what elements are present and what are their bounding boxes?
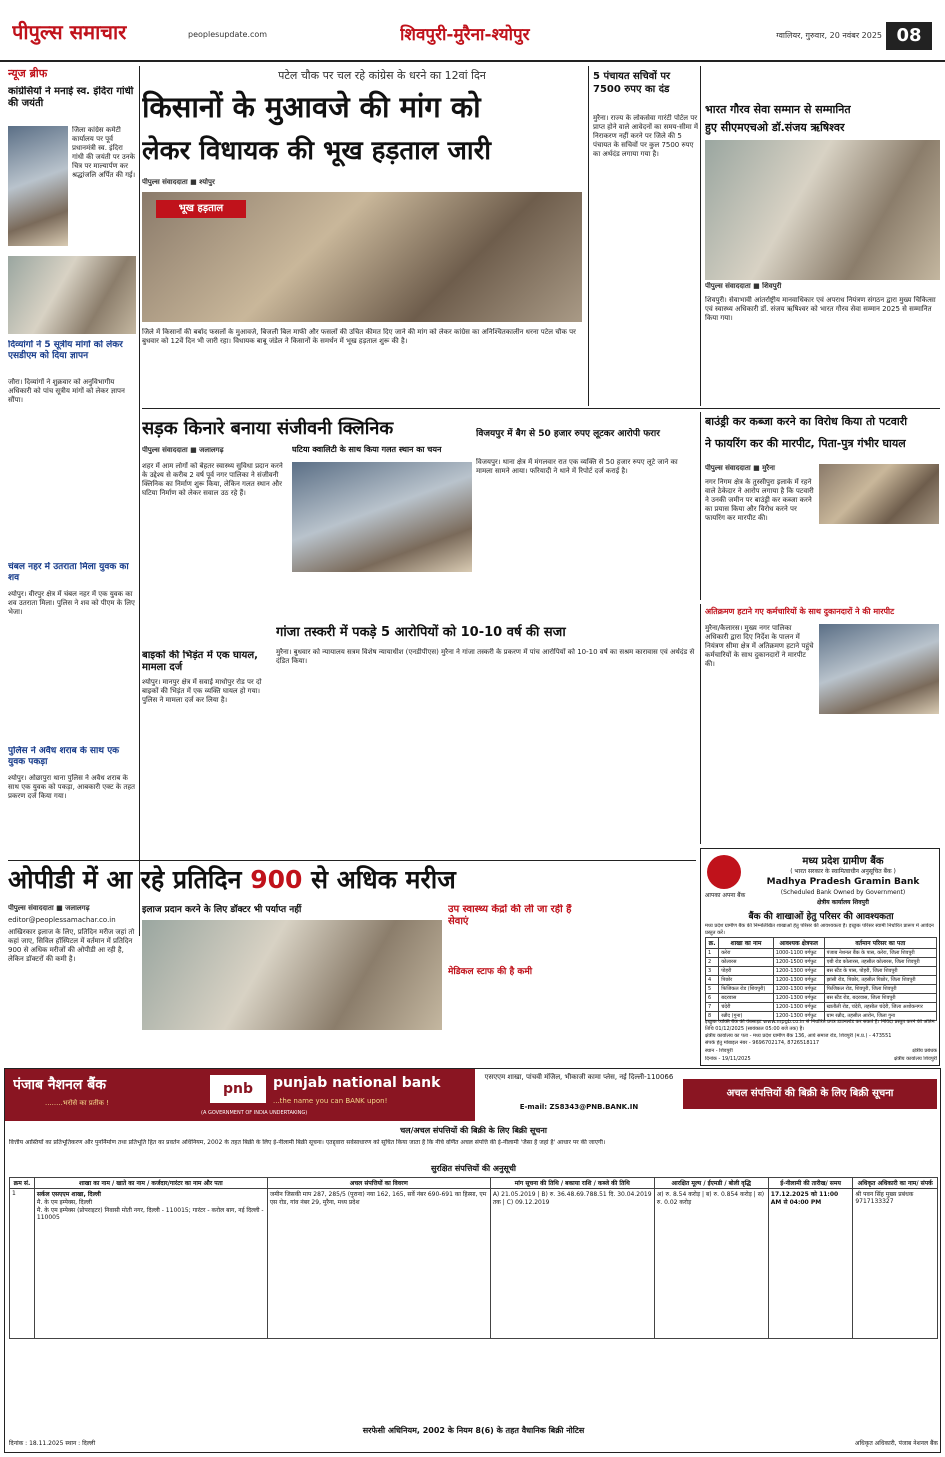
boundary-photo [819, 464, 939, 524]
gramin-notice-title: बैंक की शाखाओं हेतु परिसर की आवश्यकता [748, 912, 894, 922]
table-cell: 1200-1300 वर्गफुट [773, 967, 824, 976]
column-divider [139, 66, 140, 936]
table-cell: 1200-1300 वर्गफुट [773, 1012, 824, 1021]
table-cell [34, 1189, 267, 1339]
table-cell: जमीन जिसकी माप 287, 285/5 (पुराना) नया 162, 165, सर्वे नंबर 690-691 का हिस्सा, एम एस रोड, गांव नंबर 29, मुरैना, मध्य प्रदेश [267, 1189, 490, 1339]
table-row [706, 985, 937, 994]
table-cell: बदरवास [719, 994, 774, 1003]
robbery-body: विजयपुर। थाना क्षेत्र में मंगलवार रात एक व्यक्ति से 50 हजार रुपए लूटे जाने का मामला सामने आया। फरियादी ने थाने में रिपोर्ट दर्ज कराई है। [476, 458, 678, 475]
table-cell: 1200-1500 वर्गफुट [773, 958, 824, 967]
bike-story [142, 650, 272, 860]
encroach-story [700, 604, 940, 844]
table-cell: 5 [706, 985, 719, 994]
brief-body: श्योपुर। ओछापुरा थाना पुलिस ने अवैध शराब के साथ एक युवक को पकड़ा, आबकारी एक्ट के तहत प्रकरण दर्ज किया गया। [8, 774, 136, 800]
website[interactable]: peoplesupdate.com [188, 30, 268, 39]
table-row [10, 1189, 938, 1339]
table-cell: 2 [706, 958, 719, 967]
gramin-name-hindi: मध्य प्रदेश ग्रामीण बैंक [802, 856, 884, 867]
table-cell: ग्राम रन्नौद, तहसील आरोन, जिला गुना [824, 1012, 936, 1021]
pnb-ad [4, 1068, 941, 1453]
masthead [0, 0, 945, 62]
pnb-branch-info: एसएएम शाखा, पांचवी मंजिल, भीकाजी कामा प्लेस, नई दिल्ली-110066 [484, 1073, 674, 1081]
honour-photo [705, 140, 940, 280]
photo-banner: भूख हड़ताल [156, 200, 246, 218]
gramin-footnote: इच्छुक व्यक्ति बैंक की वेबसाइट www.mpgb.co.in से निर्धारित प्रपत्र डाउनलोड कर सकते हैं। निविदा प्रस्तुत करने की अंतिम तिथि 01/12/2025 (सायंकाल 05:00 बजे तक) है। [705, 1019, 935, 1032]
lead-headline: किसानों के मुआवजे की मांग को [142, 90, 481, 124]
opd-email[interactable]: editor@peoplessamachar.co.in [8, 916, 116, 924]
bike-headline: बाइकों की भिड़ंत में एक घायल, मामला दर्ज [142, 650, 258, 673]
gramin-signatory-office: क्षेत्रीय कार्यालय शिवपुरी [894, 1056, 937, 1062]
bike-body: श्योपुर। मानपुर क्षेत्र में सवाई माधोपुर रोड पर दो बाइकों की भिड़ंत में एक व्यक्ति घायल हो गया। पुलिस ने मामला दर्ज कर लिया है। [142, 678, 262, 704]
pnb-bottom-note: सरफेसी अधिनियम, 2002 के नियम 8(6) के तहत वैधानिक बिक्री नोटिस [362, 1426, 585, 1435]
lead-body: जिले में किसानों की बर्बाद फसलों के मुआवजे, बिजली बिल माफी और फसलों की उचित कीमत दिए जाने की मांग को लेकर कांग्रेस का अनिश्चितकालीन धरना पटेल चौक पर बुधवार को 12वें दिन भी जारी रहा। विधायक बाबू जंडेल ने किसानों के समर्थन में भूख हड़ताल शुरू की है। [142, 328, 576, 345]
table-cell: 1200-1300 वर्गफुट [773, 1003, 824, 1012]
boundary-headline: ने फायरिंग कर की मारपीट, पिता-पुत्र गंभीर घायल [705, 437, 906, 450]
gramin-signatory: क्षेत्रीय प्रबंधक [912, 1048, 937, 1054]
brief-headline: कांग्रेसियों ने मनाई स्व. इंदिरा गांधी की जयंती [8, 86, 134, 109]
table-cell: पोहरी [719, 967, 774, 976]
honour-story [700, 66, 940, 406]
dateline: ग्वालियर, गुरुवार, 20 नवंबर 2025 [776, 31, 882, 40]
brief-photo [8, 126, 68, 246]
table-cell: खातौली रोड, चंदेरी, तहसील चंदेरी, जिला अशोकनगर [824, 1003, 936, 1012]
honour-photo-credit: पीपुल्स संवाददाता ■ शिवपुरी [705, 282, 782, 290]
ganja-body: मुरैना। बुधवार को न्यायालय सत्रम विशेष न्यायाधीश (एनडीपीएस) मुरैना ने गांजा तस्करी के प्रकरण में पांच आरोपियों को 10-10 वर्ष का सश्रम कारावास एवं अर्थदंड से दंडित किया। [276, 648, 695, 665]
brief-headline: चंबल नहर में उतराता मिला युवक का शव [8, 562, 129, 583]
brief-headline: दिव्यांगों ने 5 सूत्रीय मांगों को लेकर एसडीएम को दिया ज्ञापन [8, 340, 123, 361]
table-cell: रन्नौद (गुना) [719, 1012, 774, 1021]
gramin-place: स्थान - शिवपुरी [705, 1048, 733, 1054]
pnb-branch-name: सर्कल एसएएम शाखा, दिल्ली [36, 1191, 101, 1198]
news-brief-column [8, 66, 136, 936]
clinic-headline: सड़क किनारे बनाया संजीवनी क्लिनिक [142, 418, 394, 439]
pnb-banner: अचल संपत्तियों की बिक्री के लिए बिक्री सूचना [683, 1079, 937, 1109]
table-header: शाखा का नाम / खाते का नाम / कर्जदार/गारंटर का नाम और पता [34, 1178, 267, 1189]
robbery-headline: विजयपुर में बैग से 50 हजार रुपए लूटकर आरोपी फरार [476, 429, 660, 439]
table-header: आवश्यक क्षेत्रफल [773, 938, 824, 949]
table-header: आरक्षित मूल्य / ईएमडी / बोली वृद्धि [654, 1178, 768, 1189]
gramin-subtitle-english: (Scheduled Bank Owned by Government) [780, 889, 906, 896]
pnb-name-hindi: पंजाब नैशनल बैंक [13, 1077, 107, 1093]
table-header: अचल संपत्तियों का विवरण [267, 1178, 490, 1189]
table-header: ई-नीलामी की तारीख/ समय [768, 1178, 853, 1189]
table-header: क्र. [706, 938, 719, 949]
clinic-body: शहर में आम लोगों को बेहतर स्वास्थ्य सुविधा प्रदान करने के उद्देश्य से करीब 2 वर्ष पूर्व नगर पालिका ने संजीवनी क्लिनिक का निर्माण शुरू किया, लेकिन गलत स्थान और घटिया निर्माण को लेकर सवाल उठ रहे हैं। [142, 462, 283, 497]
table-cell: 1000-1100 वर्गफुट [773, 949, 824, 958]
table-header: क्रम सं. [10, 1178, 35, 1189]
brief-body: श्योपुर। वीरपुर क्षेत्र में चंबल नहर में एक युवक का शव उतराता मिला। पुलिस ने शव को पीएम के लिए भेजा। [8, 590, 135, 616]
pnb-logo-icon: pnb [210, 1075, 266, 1103]
gramin-logo-icon [707, 855, 741, 889]
clinic-photo [292, 462, 472, 572]
robbery-story [476, 412, 696, 647]
table-cell: 8 [706, 1012, 719, 1021]
table-cell: A) 21.05.2019 | B) रु. 36.48.69.788.51 दि. 30.04.2019 तक | C) 09.12.2019 [490, 1189, 654, 1339]
gramin-branch-table [705, 937, 937, 1021]
ganja-story [276, 618, 696, 858]
panchayat-headline: 5 पंचायत सचिवों पर 7500 रुपए का दंड [593, 71, 671, 95]
table-cell: 3 [706, 967, 719, 976]
boundary-story [700, 412, 940, 600]
honour-headline: भारत गौरव सेवा सम्मान से सम्मानित [705, 103, 851, 116]
pnb-account-name: मै. के एम इम्पेक्स, दिल्ली [36, 1199, 93, 1206]
brief-body: जौरा। दिव्यांगों ने शुक्रवार को अनुविभागीय अधिकारी को पांच सूत्रीय मांगों को लेकर ज्ञापन सौंपा। [8, 378, 125, 404]
honour-headline: हुए सीएमएचओ डॉ.संजय ऋषिश्वर [705, 121, 845, 134]
gramin-date: दिनांक - 19/11/2025 [705, 1056, 751, 1062]
pnb-footer-left: दिनांक : 18.11.2025 स्थान : दिल्ली [9, 1440, 96, 1447]
table-cell: श्री पवन सिंह मुख्य प्रबंधक 9717133327 [853, 1189, 938, 1339]
lead-photo [142, 192, 582, 322]
table-cell: 4 [706, 976, 719, 985]
honour-body: शिवपुरी। सेवाभावी आंतर्राष्ट्रीय मानवाधिकार एवं अपराध नियंत्रण संगठन द्वारा मुख्य चिकित्सा एवं स्वास्थ्य अधिकारी डॉ. संजय ऋषिश्वर को भारत गौरव सेवा सम्मान 2025 से सम्मानित किया गया। [705, 296, 936, 322]
paper-name: पीपुल्स समाचार [12, 20, 127, 44]
table-cell: पिछोर [719, 976, 774, 985]
pnb-notice-text: वित्तीय आस्तियों का प्रतिभूतिकरण और पुनर्निर्माण तथा प्रतिभूति हित का प्रवर्तन अधिनियम, 2002 के तहत बिक्री के लिए ई-नीलामी बिक्री सूचना। एतद्द्वारा सर्वसाधारण को सूचित किया जाता है कि नीचे वर्णित अचल संपत्ति की ई-नीलामी 'जैसा है जहां है' आधार पर की जाएगी। [9, 1139, 606, 1146]
gramin-phone: संपर्क हेतु मोबाइल नंबर - 9696702174, 8726518117 [705, 1040, 820, 1046]
gramin-bank-ad [700, 848, 940, 1066]
gramin-office: क्षेत्रीय कार्यालय शिवपुरी [817, 899, 869, 906]
opd-body: आखिरकार इलाज के लिए, प्रतिदिन मरीज जहां तो कहां जाए, सिविल हॉस्पिटल में वर्तमान में प्रतिदिन 900 से अधिक मरीजों की ओपीडी आ रही है, लेकिन डॉक्टरों की कमी है। [8, 928, 135, 963]
clinic-byline: पीपुल्स संवाददाता ■ जलालगढ़ [142, 446, 224, 454]
gramin-intro: मध्य प्रदेश ग्रामीण बैंक की निम्नलिखित शाखाओं हेतु परिसर की आवश्यकता है। इच्छुक परिसर स्वामी निर्धारित प्रारूप में आवेदन प्रस्तुत करें। [705, 923, 934, 936]
table-row [706, 949, 937, 958]
panchayat-story [588, 66, 698, 406]
gramin-name-english: Madhya Pradesh Gramin Bank [766, 877, 920, 887]
table-cell: फिजिकल रोड (शिवपुरी) [719, 985, 774, 994]
opd-story [8, 864, 696, 1064]
panchayat-body: मुरैना। राज्य के लोकसेवा गारंटी पोर्टल पर प्राप्त होने वाले आवेदनों का समय-सीमा में निराकरण नहीं करने पर जिले की 5 पंचायत के सचिवों पर कुल 7500 रुपए का अर्थदंड लगाया गया है। [593, 114, 698, 158]
ganja-headline: गांजा तस्करी में पकड़े 5 आरोपियों को 10-10 वर्ष की सजा [276, 625, 566, 640]
encroach-body: मुरैना/कैलारस। मुख्य नगर पालिका अधिकारी द्वारा दिए निर्देश के पालन में नियंत्रण सीमा क्षेत्र में अतिक्रमण हटाने पहुंचे कर्मचारियों के साथ दुकानदारों ने मारपीट की। [705, 624, 814, 668]
table-cell: पंजाब नेशनल बैंक के पास, करेरा, जिला शिवपुरी [824, 949, 936, 958]
lead-story [142, 66, 582, 406]
clinic-story [142, 412, 472, 647]
pnb-name-english: punjab national bank [273, 1075, 441, 1091]
boundary-body: नगर निगम क्षेत्र के तुस्सीपुरा इलाके में रहने वाले ठेकेदार ने आरोप लगाया है कि पटवारी ने उनकी जमीन पर बाउंड्री कर कब्जा करने का प्रयास किया और विरोध करने पर फायरिंग कर मारपीट की। [705, 478, 814, 522]
opd-photo [142, 920, 442, 1030]
pnb-borrower: मै. के एम इम्पेक्स (प्रोपराइटर) निवासी मोती नगर, दिल्ली - 110015; गारंटर - करोल बाग, नई दिल्ली - 110005 [36, 1207, 264, 1221]
table-header: मांग सूचना की तिथि / बकाया राशि / कब्जे की तिथि [490, 1178, 654, 1189]
table-cell: बस स्टैंड रोड, बदरवास, जिला शिवपुरी [824, 994, 936, 1003]
table-header: अधिकृत अधिकारी का नाम/ संपर्क [853, 1178, 938, 1189]
encroach-photo [819, 624, 939, 714]
pnb-tagline-hindi: ........भरोसे का प्रतीक ! [45, 1099, 109, 1107]
table-cell: बस स्टैंड के पास, पोहरी, जिला शिवपुरी [824, 967, 936, 976]
pnb-tagline-english: ...the name you can BANK upon! [273, 1097, 388, 1105]
opd-subhead: इलाज प्रदान करने के लिए डॉक्टर भी पर्याप्त नहीं [142, 905, 302, 915]
opd-staff-headline: मेडिकल स्टाफ की है कमी [448, 967, 533, 977]
table-cell: 1200-1300 वर्गफुट [773, 994, 824, 1003]
table-header: वर्तमान परिसर का पता [824, 938, 936, 949]
brief-body: जिला कांग्रेस कमेटी कार्यालय पर पूर्व प्रधानमंत्री स्व. इंदिरा गांधी की जयंती पर उनके चित्र पर माल्यार्पण कर श्रद्धांजलि अर्पित की गई। [72, 126, 136, 179]
table-cell: 7 [706, 1003, 719, 1012]
opd-headline-pre: ओपीडी में आ रहे प्रतिदिन [8, 865, 251, 894]
encroach-headline: अतिक्रमण हटाने गए कर्मचारियों के साथ दुकानदारों ने की मारपीट [705, 607, 895, 616]
table-cell: कोलारस [719, 958, 774, 967]
table-cell: एबी रोड कोलारस, तहसील कोलारस, जिला शिवपुरी [824, 958, 936, 967]
table-row [706, 994, 937, 1003]
boundary-byline: पीपुल्स संवाददाता ■ मुरैना [705, 464, 775, 472]
pnb-notice-heading: चल/अचल संपत्तियों की बिक्री के लिए बिक्री सूचना [400, 1126, 547, 1135]
pnb-property-table [9, 1177, 938, 1339]
table-cell: 6 [706, 994, 719, 1003]
edition-name: शिवपुरी-मुरैना-श्योपुर [400, 25, 530, 45]
pnb-footer-right: अधिकृत अधिकारी, पंजाब नेशनल बैंक [854, 1440, 938, 1447]
section-divider [142, 408, 940, 409]
brief-headline: पुलिस ने अवैध शराब के साथ एक युवक पकड़ा [8, 746, 120, 767]
table-cell: 1 [706, 949, 719, 958]
table-cell: 1200-1300 वर्गफुट [773, 985, 824, 994]
table-cell: 1 [10, 1189, 35, 1339]
page-number: 08 [886, 22, 932, 50]
lead-byline: पीपुल्स संवाददाता ■ श्योपुर [142, 178, 215, 186]
pnb-schedule-title: सुरक्षित संपत्तियों की अनुसूची [431, 1164, 516, 1173]
lead-headline: लेकर विधायक की भूख हड़ताल जारी [142, 136, 491, 166]
table-cell: अ) रु. 8.54 करोड़ | ब) रु. 0.854 करोड़ | स) रु. 0.02 करोड़ [654, 1189, 768, 1339]
opd-headline-post: से अधिक मरीज [302, 865, 456, 894]
opd-byline: पीपुल्स संवाददाता ■ जलालगढ़ [8, 904, 90, 912]
table-row [706, 958, 937, 967]
table-cell: चंदेरी [719, 1003, 774, 1012]
table-cell: करेरा [719, 949, 774, 958]
gramin-tagline: आपका अपना बैंक [704, 892, 746, 899]
lead-kicker: पटेल चौक पर चल रहे कांग्रेस के धरने का 12वां दिन [278, 69, 486, 82]
gramin-subtitle-hindi: ( भारत सरकार के स्वामित्वाधीन अनुसूचित बैंक ) [790, 868, 896, 875]
table-cell: फिजिकल रोड, शिवपुरी, जिला शिवपुरी [824, 985, 936, 994]
boundary-headline: बाउंड्री कर कब्जा करने का विरोध किया तो पटवारी [705, 415, 908, 428]
table-row [706, 1003, 937, 1012]
pnb-email[interactable]: E-mail: ZS8343@PNB.BANK.IN [519, 1103, 639, 1111]
pnb-header [5, 1069, 475, 1121]
table-row [706, 967, 937, 976]
table-cell: 1200-1300 वर्गफुट [773, 976, 824, 985]
news-brief-label: न्यूज ब्रीफ [8, 67, 48, 80]
section-divider [8, 860, 696, 861]
table-row [706, 976, 937, 985]
clinic-subhead: घटिया क्वालिटी के साथ किया गलत स्थान का चयन [292, 445, 442, 454]
opd-headline-number: 900 [250, 865, 303, 894]
opd-headline [8, 864, 696, 898]
table-cell: झांसी रोड, पिछोर, तहसील पिछोर, जिला शिवपुरी [824, 976, 936, 985]
gramin-address: क्षेत्रीय कार्यालय का पता - मध्य प्रदेश ग्रामीण बैंक 136, आर्य समाज रोड, शिवपुरी (म.प्र.) - 473551 [705, 1033, 892, 1039]
table-header: शाखा का नाम [719, 938, 774, 949]
brief-photo [8, 256, 136, 334]
pnb-gov-note: (A GOVERNMENT OF INDIA UNDERTAKING) [201, 1110, 308, 1116]
table-cell: 17.12.2025 को 11:00 AM से 04:00 PM [768, 1189, 853, 1339]
opd-health-headline: उप स्वास्थ्य केंद्रों की ली जा रही हैं सेवाएं [448, 904, 572, 927]
